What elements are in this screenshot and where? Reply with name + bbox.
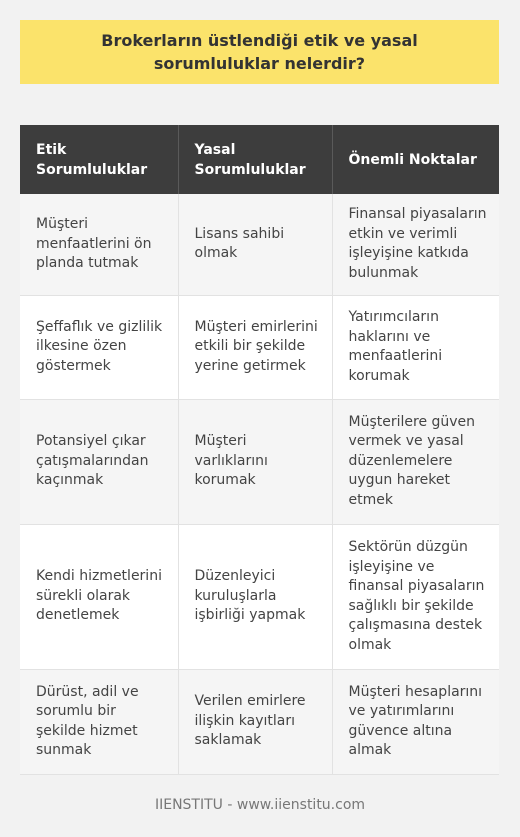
column-header-ethical: Etik Sorumluluklar bbox=[20, 125, 178, 194]
table-cell: Müşteri hesaplarını ve yatırımlarını güvence altına almak bbox=[332, 669, 499, 774]
responsibilities-table bbox=[20, 125, 499, 775]
table-row bbox=[20, 399, 499, 524]
table-cell: Potansiyel çıkar çatışmalarından kaçınmak bbox=[20, 399, 178, 524]
table-cell: Verilen emirlere ilişkin kayıtları saklamak bbox=[178, 669, 332, 774]
table-row bbox=[20, 669, 499, 774]
table-cell: Lisans sahibi olmak bbox=[178, 194, 332, 295]
table-row bbox=[20, 524, 499, 669]
table-header-row bbox=[20, 125, 499, 194]
footer-credit: IIENSTITU - www.iienstitu.com bbox=[154, 797, 366, 813]
column-header-legal: Yasal Sorumluluklar bbox=[178, 125, 332, 194]
table-row bbox=[20, 295, 499, 399]
table-row bbox=[20, 194, 499, 295]
table-cell: Müşteri varlıklarını korumak bbox=[178, 399, 332, 524]
title-banner bbox=[20, 20, 499, 84]
table-cell: Kendi hizmetlerini sürekli olarak denetlemek bbox=[20, 524, 178, 669]
table-cell: Sektörün düzgün işleyişine ve finansal piyasaların sağlıklı bir şekilde çalışmasına destek olmak bbox=[332, 524, 499, 669]
table-cell: Yatırımcıların haklarını ve menfaatlerini korumak bbox=[332, 295, 499, 399]
table-cell: Müşteri menfaatlerini ön planda tutmak bbox=[20, 194, 178, 295]
table-cell: Düzenleyici kuruluşlarla işbirliği yapmak bbox=[178, 524, 332, 669]
table-cell: Dürüst, adil ve sorumlu bir şekilde hizmet sunmak bbox=[20, 669, 178, 774]
page-title: Brokerların üstlendiği etik ve yasal sorumluluklar nelerdir? bbox=[101, 31, 418, 73]
table-cell: Finansal piyasaların etkin ve verimli işleyişine katkıda bulunmak bbox=[332, 194, 499, 295]
column-header-key-points: Önemli Noktalar bbox=[332, 125, 499, 194]
table-cell: Müşteri emirlerini etkili bir şekilde yerine getirmek bbox=[178, 295, 332, 399]
table-cell: Şeffaflık ve gizlilik ilkesine özen göstermek bbox=[20, 295, 178, 399]
table-cell: Müşterilere güven vermek ve yasal düzenlemelere uygun hareket etmek bbox=[332, 399, 499, 524]
